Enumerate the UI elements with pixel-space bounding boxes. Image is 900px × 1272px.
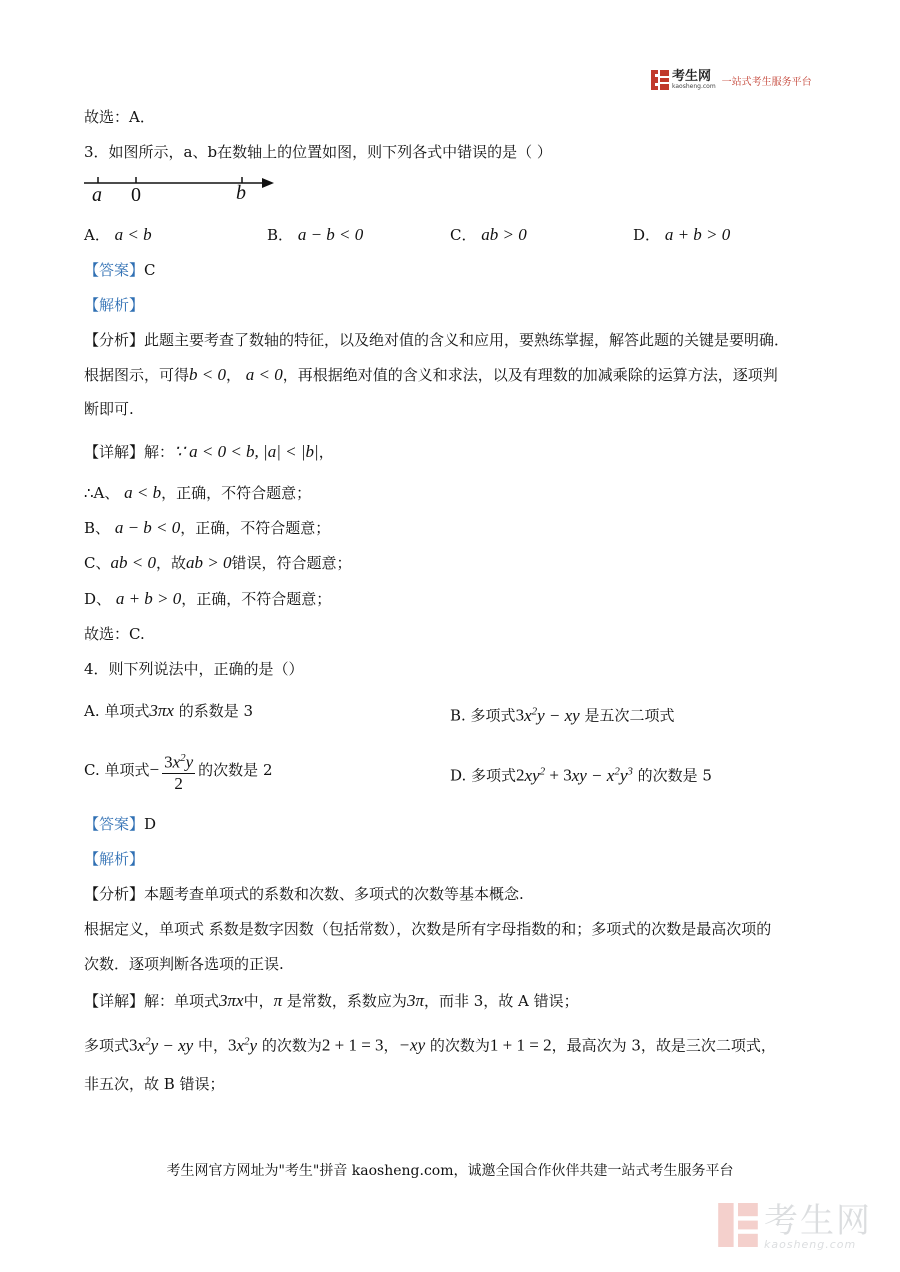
q4-detail-2: 多项式$3x^2y$ − xy 中，$3x^2y$ 的次数为2 + 1 = 3，−xy 的次数为1 + 1 = 2，最高次为 3，故是三次二项式， — [84, 1035, 776, 1055]
q4-fenxi-3: 次数．逐项判断各选项的正误. — [84, 955, 284, 973]
q3-step-d: D、 a + b > 0，正确，不符合题意； — [84, 589, 332, 608]
logo-url: kaosheng.com — [672, 83, 716, 90]
q3-fenxi-2: 根据图示，可得b < 0， a < 0，再根据绝对值的含义和求法，以及有理数的加减乘除的运算方法，逐项判 — [84, 365, 778, 384]
axis-label-a: a — [92, 184, 102, 206]
watermark-name: 考生网 — [764, 1200, 872, 1241]
q4-detail-3: 非五次，故 B 错误； — [84, 1075, 225, 1093]
watermark-url: kaosheng.com — [764, 1237, 857, 1251]
q3-fenxi-3: 断即可. — [84, 400, 134, 418]
q4-option-b: B. 多项式$3x^2y$ − xy 是五次二项式 — [450, 705, 675, 725]
q3-conclusion: 故选：C. — [84, 625, 145, 643]
footer-text: 考生网官方网址为"考生"拼音 kaosheng.com，诚邀全国合作伙伴共建一站式考生服务平台 — [166, 1163, 734, 1179]
q3-step-c: C、ab < 0，故ab > 0错误，符合题意； — [84, 553, 352, 572]
q3-answer: 【答案】C — [84, 261, 156, 279]
q4-fenxi-2: 根据定义，单项式 系数是数字因数（包括常数），次数是所有字母指数的和；多项式的次数是最高次项的 — [84, 920, 772, 938]
logo-name: 考生网 — [672, 69, 712, 84]
q3-step-b: B、 a − b < 0，正确，不符合题意； — [84, 518, 331, 537]
logo-mark-icon — [651, 70, 669, 90]
q3-detail-1: 【详解】解：∵ a < 0 < b, |a| < |b|， — [84, 442, 334, 461]
header-logo[interactable] — [651, 70, 812, 90]
q4-option-a: A. 单项式3πx 的系数是 3 — [84, 701, 254, 720]
q3-analysis-tag: 【解析】 — [84, 296, 145, 314]
logo-slogan: 一站式考生服务平台 — [721, 76, 812, 88]
axis-label-zero: 0 — [131, 184, 141, 206]
watermark-mark-icon — [718, 1203, 758, 1251]
q4-analysis-tag: 【解析】 — [84, 850, 145, 868]
q3-stem: 3．如图所示，a、b在数轴上的位置如图，则下列各式中错误的是（ ） — [84, 143, 552, 161]
q4-fenxi-1: 【分析】本题考查单项式的系数和次数、多项式的次数等基本概念. — [84, 885, 524, 903]
fraction: $\frac{3x^2y}{2}$ — [162, 748, 195, 794]
q4-stem: 4．则下列说法中，正确的是（） — [84, 660, 304, 678]
number-line — [84, 168, 284, 210]
q3-step-a: ∴A、 a < b，正确，不符合题意； — [84, 483, 312, 502]
q3-option-c: C． ab > 0 — [450, 225, 527, 244]
q4-answer: 【答案】D — [84, 815, 157, 833]
watermark-logo — [718, 1200, 872, 1251]
q3-fenxi-1: 【分析】此题主要考查了数轴的特征，以及绝对值的含义和应用，要熟练掌握，解答此题的关键是要明确． — [84, 331, 790, 349]
axis-label-b: b — [236, 182, 246, 204]
q4-detail-1: 【详解】解：单项式3πx中，π 是常数，系数应为3π，而非 3，故 A 错误； — [84, 991, 579, 1010]
prev-answer: 故选：A． — [84, 108, 155, 126]
q3-option-b: B． a − b < 0 — [267, 225, 364, 244]
q4-option-c: C. 单项式− $\frac{3x^2y}{2}$ 的次数是 2 — [84, 748, 272, 794]
q3-option-d: D． a + b > 0 — [633, 225, 731, 244]
q3-option-a: A． a < b — [84, 225, 152, 244]
q4-option-d: D. 多项式$2xy^2 + 3xy - x^2y^3$ 的次数是 5 — [450, 765, 712, 785]
